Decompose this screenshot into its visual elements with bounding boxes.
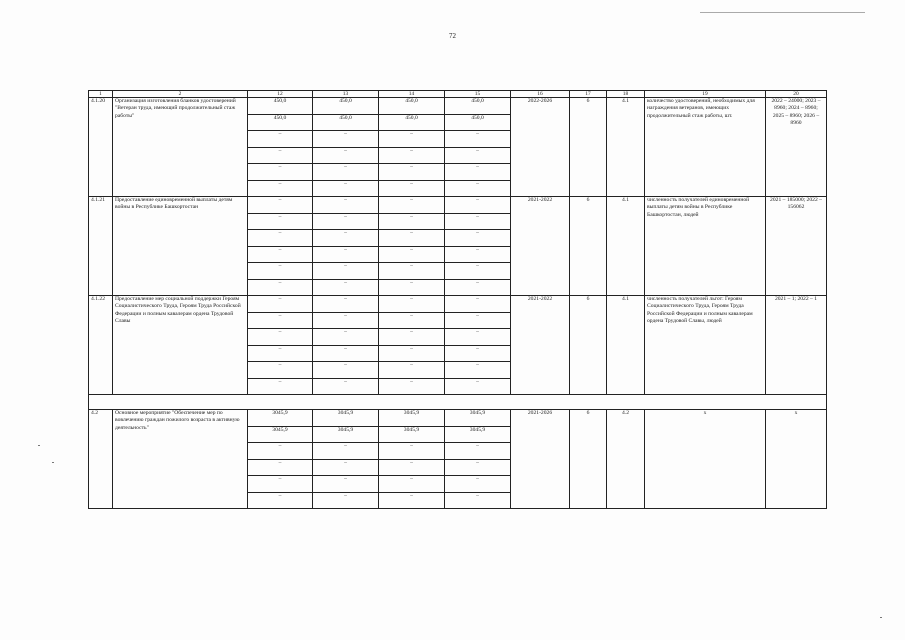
amount-cell: –	[445, 180, 511, 197]
task-cell: 4.1	[607, 197, 645, 296]
amount-cell: –	[313, 263, 379, 280]
amount-cell: –	[379, 230, 445, 247]
amount-cell: 450,0	[248, 98, 313, 115]
separator-row	[89, 395, 827, 410]
amount-cell: –	[445, 230, 511, 247]
amount-cell: –	[445, 246, 511, 263]
amount-cell: –	[313, 362, 379, 379]
amount-cell: –	[313, 443, 379, 460]
indicator-cell: численность получателей льгот: Героям Социалистического Труда, Героям Труда Российской Федерации и полным кавалерам ордена Трудовой Славы, людей	[645, 296, 766, 395]
amount-cell: 3045,9	[313, 426, 379, 443]
header-cell: 2	[113, 91, 248, 98]
amount-cell: –	[248, 263, 313, 280]
indicator-values: 2022 – 24000; 2023 – 8960; 2024 – 8960; 2025 – 8960; 2026 – 8960	[766, 98, 827, 197]
amount-cell: –	[379, 180, 445, 197]
amount-cell: –	[248, 492, 313, 509]
amount-cell: –	[445, 476, 511, 493]
table-row	[89, 296, 827, 313]
header-cell: 16	[511, 91, 570, 98]
amount-cell: –	[248, 312, 313, 329]
amount-cell: –	[379, 147, 445, 164]
amount-cell: –	[313, 345, 379, 362]
amount-cell: –	[313, 246, 379, 263]
amount-cell: –	[248, 230, 313, 247]
amount-cell: –	[248, 296, 313, 313]
amount-cell: –	[379, 246, 445, 263]
amount-cell: –	[445, 459, 511, 476]
amount-cell: –	[248, 180, 313, 197]
amount-cell: –	[445, 345, 511, 362]
amount-cell: 450,0	[313, 114, 379, 131]
task-cell: 4.1	[607, 98, 645, 197]
item-name: Организация изготовления бланков удостоверений "Ветеран труда, имеющий продолжительный стаж работы"	[113, 98, 248, 197]
amount-cell: 3045,9	[379, 426, 445, 443]
amount-cell: –	[248, 279, 313, 296]
table-row	[89, 98, 827, 115]
page-number: 72	[449, 32, 456, 40]
header-cell: 18	[607, 91, 645, 98]
amount-cell: –	[379, 164, 445, 181]
item-code: 4.1.22	[89, 296, 113, 395]
amount-cell: –	[445, 492, 511, 509]
amount-cell: –	[379, 131, 445, 148]
amount-cell: –	[445, 443, 511, 460]
amount-cell: –	[313, 230, 379, 247]
item-code: 4.1.21	[89, 197, 113, 296]
amount-cell: 3045,9	[445, 410, 511, 427]
amount-cell: –	[248, 246, 313, 263]
header-cell: 20	[766, 91, 827, 98]
amount-cell: –	[379, 296, 445, 313]
item-code: 4.2	[89, 410, 113, 509]
amount-cell: 450,0	[445, 98, 511, 115]
table-body	[89, 91, 827, 509]
header-cell: 15	[445, 91, 511, 98]
amount-cell: –	[379, 213, 445, 230]
amount-cell: –	[445, 312, 511, 329]
amount-cell: 3045,9	[445, 426, 511, 443]
amount-cell: –	[248, 329, 313, 346]
amount-cell: –	[379, 362, 445, 379]
amount-cell: –	[313, 164, 379, 181]
indicator-values: х	[766, 410, 827, 509]
amount-cell: –	[313, 180, 379, 197]
amount-cell: 450,0	[379, 98, 445, 115]
indicator-cell: х	[645, 410, 766, 509]
item-name: Предоставление единовременной выплаты детям войны в Республике Башкортостан	[113, 197, 248, 296]
amount-cell: –	[313, 476, 379, 493]
amount-cell: –	[379, 492, 445, 509]
goal-cell: 6	[570, 98, 607, 197]
header-row	[89, 91, 827, 98]
header-cell: 12	[248, 91, 313, 98]
period-cell: 2021-2022	[511, 197, 570, 296]
amount-cell: –	[313, 492, 379, 509]
amount-cell: –	[445, 378, 511, 395]
amount-cell: –	[248, 213, 313, 230]
amount-cell: –	[445, 263, 511, 280]
scan-edge-line	[700, 12, 865, 13]
task-cell: 4.1	[607, 296, 645, 395]
amount-cell: –	[248, 345, 313, 362]
header-cell: 14	[379, 91, 445, 98]
amount-cell: 450,0	[379, 114, 445, 131]
amount-cell: –	[313, 147, 379, 164]
amount-cell: –	[379, 459, 445, 476]
amount-cell: –	[445, 362, 511, 379]
amount-cell: –	[379, 329, 445, 346]
indicator-values: 2021 – 1; 2022 – 1	[766, 296, 827, 395]
amount-cell: –	[445, 131, 511, 148]
budget-table	[88, 90, 827, 509]
amount-cell: –	[248, 459, 313, 476]
amount-cell: –	[313, 459, 379, 476]
amount-cell: 450,0	[248, 114, 313, 131]
header-cell: 1	[89, 91, 113, 98]
period-cell: 2021-2022	[511, 296, 570, 395]
amount-cell: –	[445, 213, 511, 230]
amount-cell: –	[248, 147, 313, 164]
amount-cell: 3045,9	[379, 410, 445, 427]
amount-cell: –	[248, 443, 313, 460]
amount-cell: –	[248, 378, 313, 395]
amount-cell: –	[313, 378, 379, 395]
amount-cell: 3045,9	[248, 426, 313, 443]
amount-cell: –	[379, 378, 445, 395]
amount-cell: –	[313, 312, 379, 329]
period-cell: 2021-2026	[511, 410, 570, 509]
table-row	[89, 197, 827, 214]
amount-cell: –	[379, 263, 445, 280]
separator-cell	[89, 395, 827, 410]
amount-cell: 3045,9	[313, 410, 379, 427]
header-cell: 17	[570, 91, 607, 98]
amount-cell: –	[313, 131, 379, 148]
amount-cell: –	[445, 197, 511, 214]
indicator-values: 2021 – 185000; 2022 – 156062	[766, 197, 827, 296]
amount-cell: –	[445, 279, 511, 296]
amount-cell: –	[248, 362, 313, 379]
header-cell: 13	[313, 91, 379, 98]
item-code: 4.1.20	[89, 98, 113, 197]
amount-cell: –	[445, 147, 511, 164]
amount-cell: –	[379, 312, 445, 329]
amount-cell: –	[313, 197, 379, 214]
indicator-cell: численность получателей единовременной выплаты детям войны в Республике Башкортостан, людей	[645, 197, 766, 296]
task-cell: 4.2	[607, 410, 645, 509]
goal-cell: 6	[570, 197, 607, 296]
indicator-cell: количество удостоверений, необходимых для награждения ветеранов, имеющих продолжительный стаж работы, шт.	[645, 98, 766, 197]
amount-cell: –	[313, 329, 379, 346]
goal-cell: 6	[570, 410, 607, 509]
amount-cell: –	[313, 213, 379, 230]
amount-cell: –	[445, 164, 511, 181]
item-name: Основное мероприятие "Обеспечение мер по вовлечению граждан пожилого возраста в активную деятельность"	[113, 410, 248, 509]
period-cell: 2022-2026	[511, 98, 570, 197]
amount-cell: –	[248, 476, 313, 493]
amount-cell: –	[445, 329, 511, 346]
scan-speck	[880, 617, 882, 618]
amount-cell: –	[379, 476, 445, 493]
item-name: Предоставление мер социальной поддержки Героям Социалистического Труда, Героям Труда Российской Федерации и полным кавалерам ордена Трудовой Славы	[113, 296, 248, 395]
amount-cell: –	[248, 164, 313, 181]
amount-cell: 450,0	[313, 98, 379, 115]
amount-cell: –	[313, 296, 379, 313]
scan-speck	[52, 462, 54, 463]
amount-cell: 450,0	[445, 114, 511, 131]
amount-cell: –	[248, 131, 313, 148]
scan-speck	[38, 445, 40, 446]
amount-cell: –	[445, 296, 511, 313]
header-cell: 19	[645, 91, 766, 98]
amount-cell: –	[313, 279, 379, 296]
goal-cell: 6	[570, 296, 607, 395]
amount-cell: –	[379, 443, 445, 460]
amount-cell: –	[379, 345, 445, 362]
amount-cell: –	[248, 197, 313, 214]
amount-cell: –	[379, 279, 445, 296]
amount-cell: 3045,9	[248, 410, 313, 427]
amount-cell: –	[379, 197, 445, 214]
table-row	[89, 410, 827, 427]
